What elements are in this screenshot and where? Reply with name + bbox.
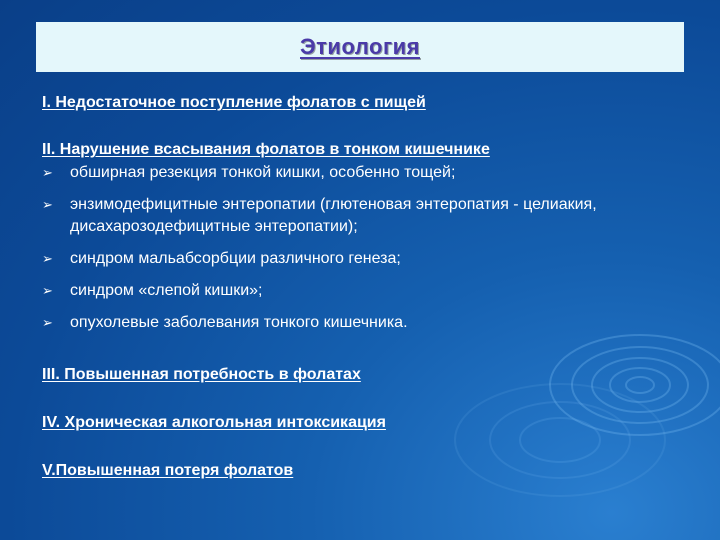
title-bar — [36, 22, 684, 72]
arrowhead-bullet-icon: ➢ — [42, 315, 53, 330]
section-heading-1: I. Недостаточное поступление фолатов с пищей — [42, 94, 426, 111]
bullet-text: синдром мальабсорбции различного генеза; — [70, 250, 401, 267]
section-heading-5: V.Повышенная потеря фолатов — [42, 462, 294, 479]
arrowhead-bullet-icon: ➢ — [42, 197, 53, 212]
arrowhead-bullet-icon: ➢ — [42, 251, 53, 266]
bullet-item — [42, 312, 682, 334]
bullet-item — [42, 162, 682, 184]
bullet-text: энзимодефицитные энтеропатии (глютеновая энтеропатия - целиакия, дисахарозодефицитные энтеропатии); — [70, 196, 597, 235]
arrowhead-bullet-icon: ➢ — [42, 283, 53, 298]
bullet-item — [42, 194, 682, 238]
section-heading-4: IV. Хроническая алкогольная интоксикация — [42, 414, 386, 431]
slide-title: Этиология — [300, 34, 420, 59]
bullet-item — [42, 280, 682, 302]
bullet-item — [42, 248, 682, 270]
section-heading-3: III. Повышенная потребность в фолатах — [42, 366, 361, 383]
arrowhead-bullet-icon: ➢ — [42, 165, 53, 180]
bullet-text: опухолевые заболевания тонкого кишечника. — [70, 314, 408, 331]
section-heading-2: II. Нарушение всасывания фолатов в тонком кишечнике — [42, 141, 490, 158]
slide-content — [42, 88, 682, 482]
bullet-text: синдром «слепой кишки»; — [70, 282, 263, 299]
bullet-text: обширная резекция тонкой кишки, особенно тощей; — [70, 164, 456, 181]
